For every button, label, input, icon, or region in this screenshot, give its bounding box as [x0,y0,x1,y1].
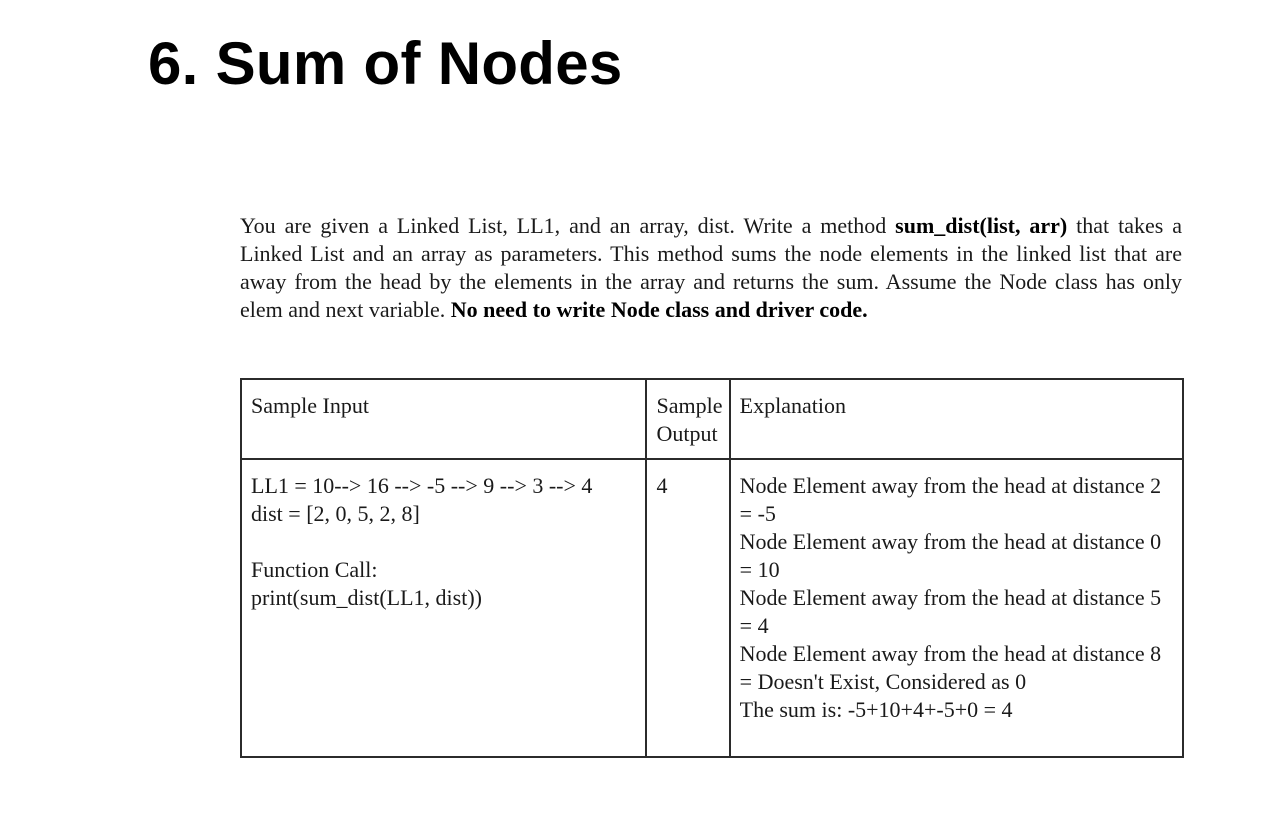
header-sample-output-line2: Output [656,421,718,446]
description-note: No need to write Node class and driver code. [450,297,868,322]
header-sample-output [646,379,729,459]
method-signature: sum_dist(list, arr) [895,213,1068,238]
sample-input-function-call: print(sum_dist(LL1, dist)) [251,585,482,610]
explanation-line: Node Element away from the head at distance 0 = 10 [739,529,1162,582]
sample-output-cell [646,459,729,757]
header-explanation-label: Explanation [739,393,846,418]
description-part1: You are given a Linked List, LL1, and an array, dist. Write a method [240,213,896,238]
sample-input-dist: dist = [2, 0, 5, 2, 8] [251,501,420,526]
problem-description [240,212,1182,324]
sample-table [240,378,1184,758]
header-sample-input-label: Sample Input [251,393,369,418]
header-sample-input [241,379,646,459]
table-row [241,459,1183,757]
header-explanation [730,379,1183,459]
sample-input-cell [241,459,646,757]
description-part2: that takes a Linked List and an array as parameters. This method sums the node elements in the linked list that are away from the head by the elements in the array and returns the sum. Assume the Node class has only elem and next variable. [240,213,1182,322]
sample-output-value: 4 [656,473,668,498]
explanation-line: Node Element away from the head at distance 8 = Doesn't Exist, Considered as 0 [739,641,1162,694]
explanation-line: Node Element away from the head at distance 5 = 4 [739,585,1162,638]
sample-input-spacer [251,528,636,556]
header-sample-output-line1: Sample [656,393,723,418]
explanation-cell [730,459,1183,757]
explanation-line: Node Element away from the head at distance 2 = -5 [739,473,1162,526]
table-header-row [241,379,1183,459]
page-title: 6. Sum of Nodes [148,30,623,97]
sample-input-function-call-label: Function Call: [251,557,378,582]
sample-input-ll1: LL1 = 10--> 16 --> -5 --> 9 --> 3 --> 4 [251,473,593,498]
explanation-sum: The sum is: -5+10+4+-5+0 = 4 [739,697,1013,722]
